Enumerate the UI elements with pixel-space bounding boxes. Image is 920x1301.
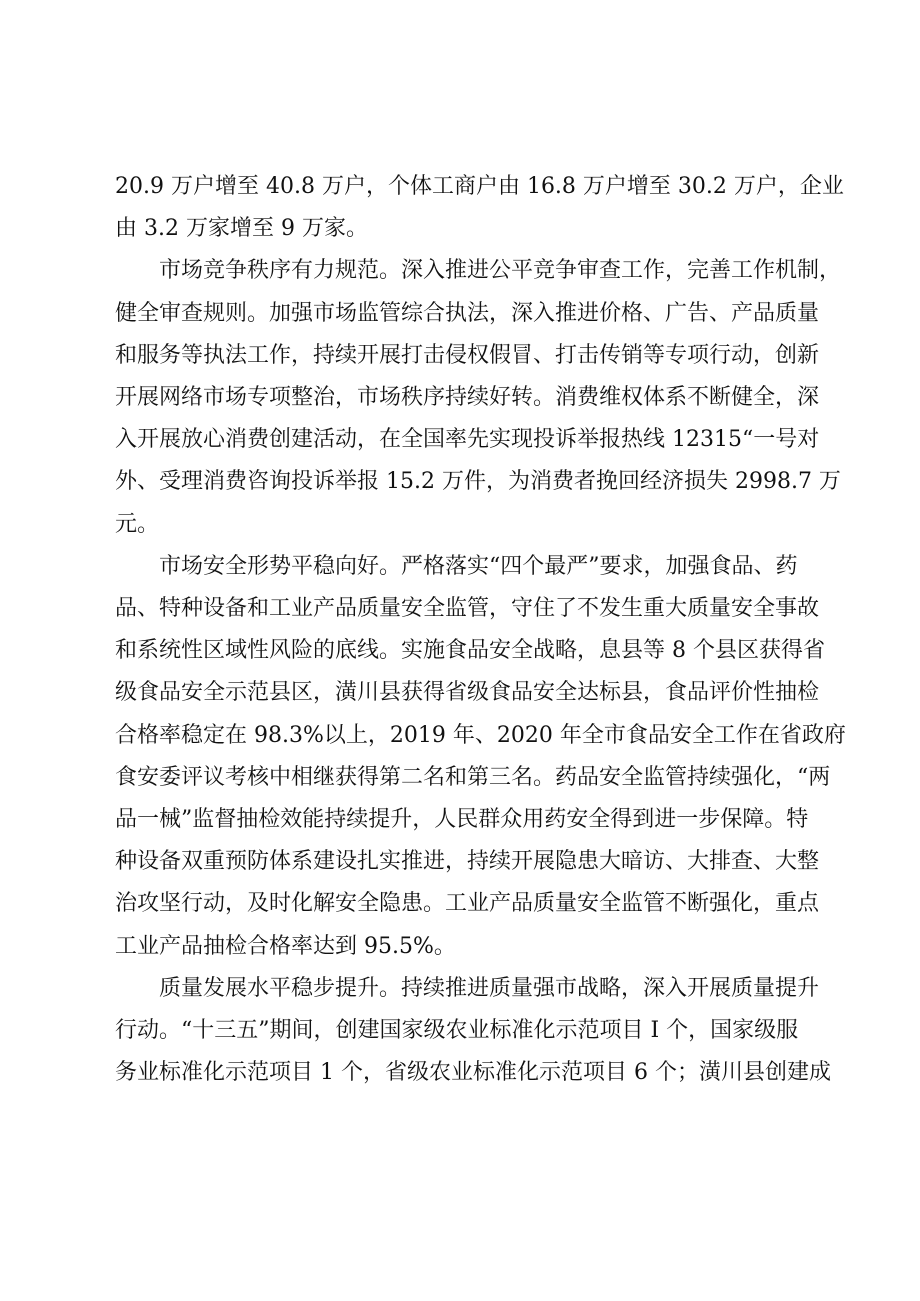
text-line: 级食品安全示范县区，潢川县获得省级食品安全达标县，食品评价性抽检 bbox=[115, 680, 820, 706]
paragraph-4 bbox=[115, 968, 831, 1095]
text-line: 行动。“十三五”期间，创建国家级农业标准化示范项目 I 个，国家级服 bbox=[115, 1018, 799, 1044]
text-line: 外、受理消费咨询投诉举报 15.2 万件，为消费者挽回经济损失 2998.7 万 bbox=[115, 469, 841, 495]
text-line: 品一械”监督抽检效能持续提升，人民群众用药安全得到进一步保障。特 bbox=[115, 807, 809, 833]
text-line: 治攻坚行动，及时化解安全隐患。工业产品质量安全监管不断强化，重点 bbox=[115, 891, 820, 917]
text-line: 由 3.2 万家增至 9 万家。 bbox=[115, 216, 368, 242]
text-line: 健全审查规则。加强市场监管综合执法，深入推进价格、广告、产品质量 bbox=[115, 300, 820, 326]
text-line: 20.9 万户增至 40.8 万户，个体工商户由 16.8 万户增至 30.2 万户，企业 bbox=[115, 174, 844, 199]
text-line: 元。 bbox=[115, 511, 160, 537]
text-line: 和服务等执法工作，持续开展打击侵权假冒、打击传销等专项行动，创新 bbox=[115, 342, 820, 368]
text-line: 市场安全形势平稳向好。严格落实“四个最严”要求，加强食品、药 bbox=[159, 553, 798, 579]
text-line: 入开展放心消费创建活动，在全国率先实现投诉举报热线 12315“一号对 bbox=[115, 427, 820, 453]
text-line: 和系统性区域性风险的底线。实施食品安全战略，息县等 8 个县区获得省 bbox=[115, 638, 825, 664]
paragraph-1 bbox=[115, 166, 844, 250]
paragraph-3 bbox=[115, 546, 846, 968]
paragraph-2 bbox=[115, 250, 842, 545]
text-line: 合格率稳定在 98.3%以上，2019 年、2020 年全市食品安全工作在省政府 bbox=[115, 722, 846, 748]
text-line: 工业产品抽检合格率达到 95.5%。 bbox=[115, 933, 456, 959]
text-line: 开展网络市场专项整治，市场秩序持续好转。消费维权体系不断健全，深 bbox=[115, 385, 820, 411]
text-line: 品、特种设备和工业产品质量安全监管，守住了不发生重大质量安全事故 bbox=[115, 596, 820, 622]
text-line: 种设备双重预防体系建设扎实推进，持续开展隐患大暗访、大排查、大整 bbox=[115, 849, 820, 875]
text-line: 质量发展水平稳步提升。持续推进质量强市战略，深入开展质量提升 bbox=[159, 975, 820, 1001]
text-line: 食安委评议考核中相继获得第二名和第三名。药品安全监管持续强化，“两 bbox=[115, 764, 831, 790]
document-body bbox=[115, 166, 846, 1094]
text-line: 市场竞争秩序有力规范。深入推进公平竞争审查工作，完善工作机制， bbox=[159, 258, 842, 284]
text-line: 务业标准化示范项目 1 个，省级农业标准化示范项目 6 个；潢川县创建成 bbox=[115, 1060, 831, 1086]
